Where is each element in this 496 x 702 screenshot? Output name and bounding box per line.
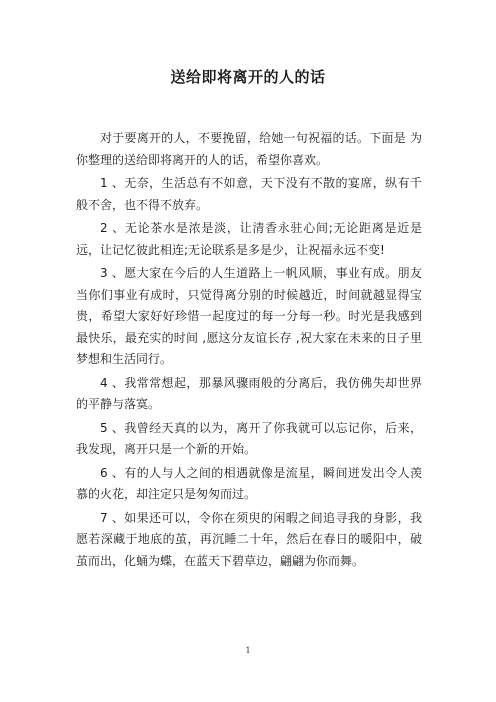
document-body: [76, 128, 422, 574]
paragraph-2: 2 、无论茶水是浓是淡，让清香永驻心间;无论距离是近是远，让记忆彼此相连;无论联系是多是少，让祝福永远不变!: [76, 221, 422, 257]
paragraph-3: 3 、愿大家在今后的人生道路上一帆风顺，事业有成。朋友当你们事业有成时，只觉得离分别的时候越近，时间就越显得宝贵，希望大家好好珍惜一起度过的每一分每一秒。时光是我感到最快乐，最充实的时间 ,愿这分友谊长存 ,祝大家在未来的日子里梦想和生活同行。: [76, 266, 422, 366]
paragraph-6: 6 、有的人与人之间的相遇就像是流星，瞬间迸发出令人羡慕的火花，却注定只是匆匆而过。: [76, 465, 422, 501]
paragraph-5: 5 、我曾经天真的以为，离开了你我就可以忘记你，后来，我发现，离开只是一个新的开始。: [76, 420, 422, 456]
paragraph-7: 7 、如果还可以，令你在须臾的闲暇之间追寻我的身影，我愿若深藏于地底的茧，再沉睡二十年，然后在春日的暖阳中，破茧而出，化蛹为蝶，在蓝天下碧草边，翩翩为你而舞。: [76, 510, 422, 568]
intro-paragraph: 对于要离开的人，不要挽留，给她一句祝福的话。下面是 为你整理的送给即将离开的人的话，希望你喜欢。: [76, 131, 422, 167]
page-number: 1: [245, 646, 251, 655]
document-title: 送给即将离开的人的话: [170, 68, 326, 86]
paragraph-4: 4 、我常常想起，那暴风骤雨般的分离后，我仿佛失却世界的平静与落寞。: [76, 375, 422, 411]
paragraph-1: 1 、无奈，生活总有不如意，天下没有不散的宴席，纵有千般不舍，也不得不放弃。: [76, 176, 422, 212]
